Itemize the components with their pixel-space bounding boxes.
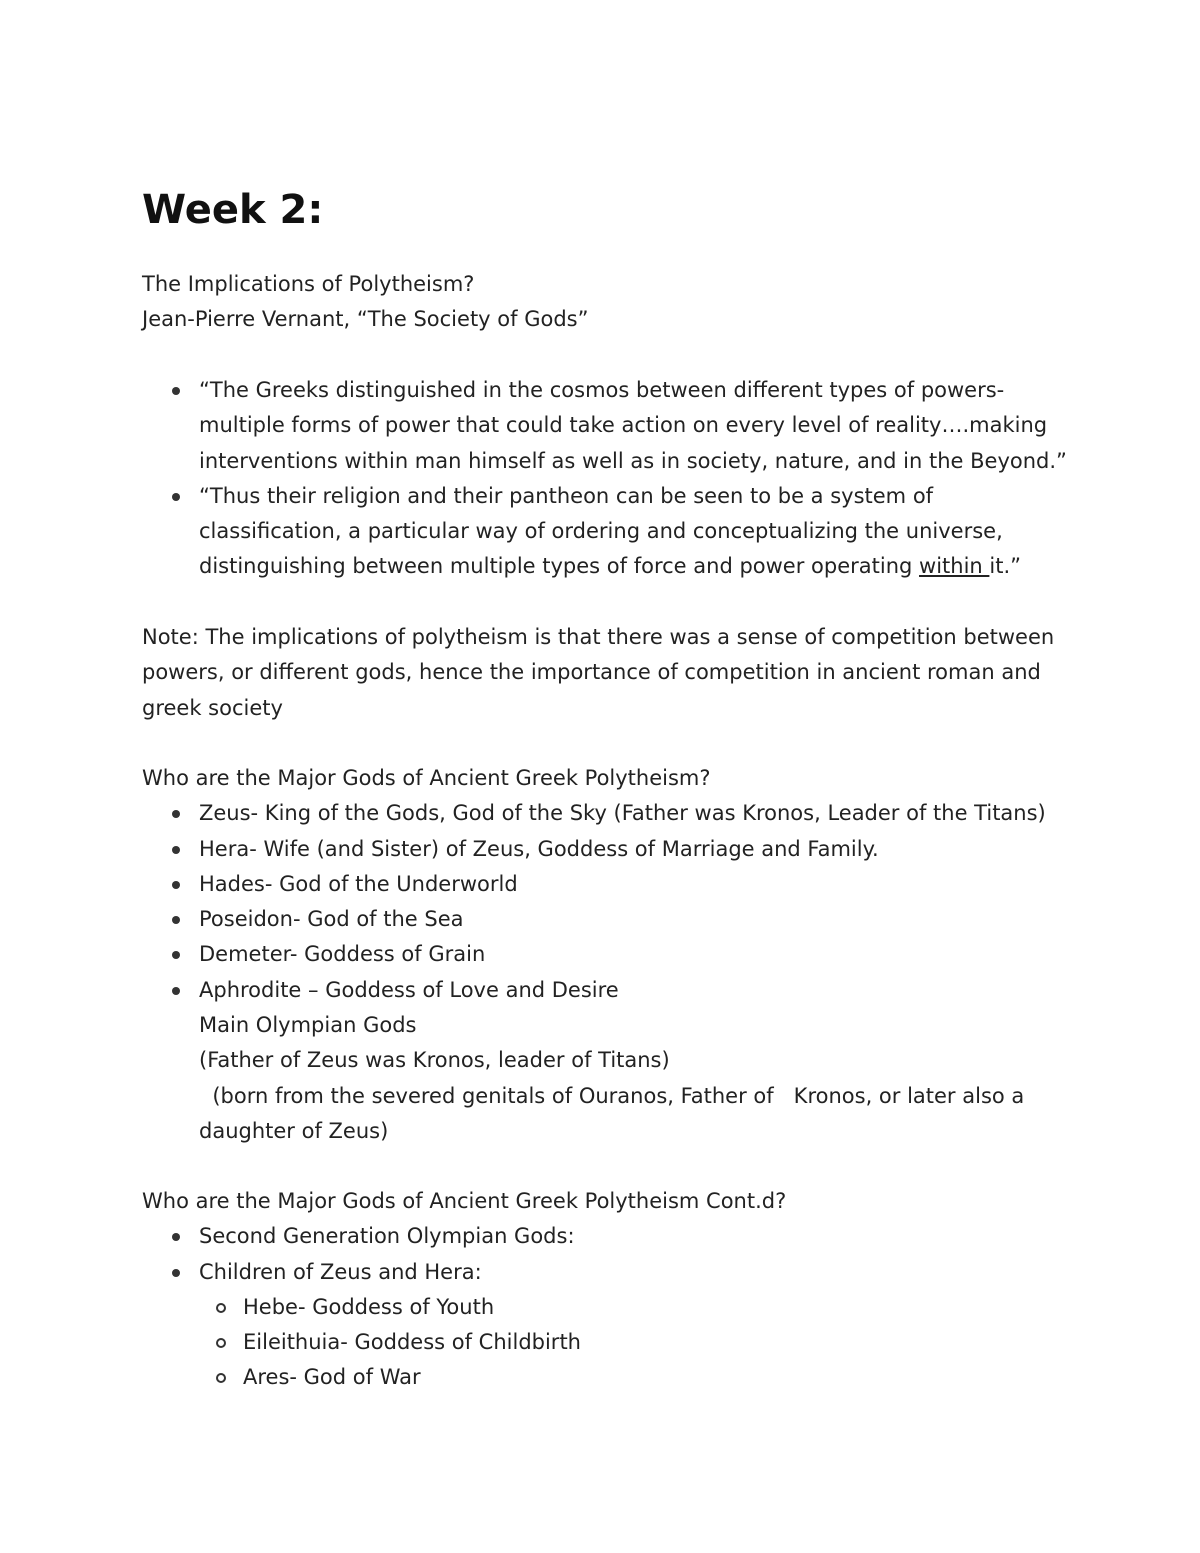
list-item: Aphrodite – Goddess of Love and Desire <box>142 973 1062 1008</box>
list-item: Second Generation Olympian Gods: <box>142 1219 1062 1254</box>
bullet-icon <box>172 916 180 924</box>
section-heading: Who are the Major Gods of Ancient Greek Polytheism? <box>142 766 711 790</box>
note-line: powers, or different gods, hence the importance of competition in ancient roman and <box>142 660 1041 685</box>
quote-line: classification, a particular way of ordering and conceptualizing the universe, <box>199 519 1003 544</box>
bullet-icon <box>172 1269 180 1277</box>
list-item: Poseidon- God of the Sea <box>142 902 1062 937</box>
bullet-icon <box>172 387 180 395</box>
section-major-gods <box>142 761 1062 1149</box>
quote-line <box>199 549 1062 584</box>
note-line: Note: The implications of polytheism is that there was a sense of competition between <box>142 625 1055 649</box>
sub-list-item: Hebe- Goddess of Youth <box>142 1290 1062 1325</box>
source-citation: Jean-Pierre Vernant, “The Society of Gods” <box>142 307 589 332</box>
bullet-icon <box>172 493 180 501</box>
quote-line: interventions within man himself as well as in society, nature, and in the Beyond.” <box>199 448 1067 473</box>
continuation-line: Main Olympian Gods <box>199 1013 417 1038</box>
continuation-line: (Father of Zeus was Kronos, leader of Titans) <box>199 1048 670 1073</box>
continuation-line: daughter of Zeus) <box>199 1118 389 1143</box>
section-heading: The Implications of Polytheism? <box>142 272 475 296</box>
section-major-gods-contd <box>142 1184 1062 1396</box>
list-item <box>142 479 1062 585</box>
page-title: Week 2: <box>142 187 324 233</box>
bullet-icon <box>172 846 180 854</box>
list-item: Demeter- Goddess of Grain <box>142 937 1062 972</box>
section-polytheism <box>142 267 1062 338</box>
note-paragraph <box>142 620 1062 726</box>
quote-line: multiple forms of power that could take action on every level of reality….making <box>199 413 1048 438</box>
quote-line: “The Greeks distinguished in the cosmos between different types of powers- <box>199 378 1005 402</box>
quote-list <box>142 373 1067 585</box>
sub-list-item: Eileithuia- Goddess of Childbirth <box>142 1325 1062 1360</box>
continuation-line: (born from the severed genitals of Ouranos, Father of Kronos, or later also a <box>199 1083 1025 1108</box>
circle-bullet-icon <box>216 1303 226 1313</box>
underlined-text: within <box>919 554 990 579</box>
list-item: Children of Zeus and Hera: <box>142 1255 1062 1290</box>
circle-bullet-icon <box>216 1373 226 1383</box>
bullet-icon <box>172 987 180 995</box>
quote-text: it.” <box>989 554 1022 579</box>
quote-text: distinguishing between multiple types of force and power operating <box>199 554 920 579</box>
bullet-icon <box>172 881 180 889</box>
circle-bullet-icon <box>216 1338 226 1348</box>
list-item: Zeus- King of the Gods, God of the Sky (Father was Kronos, Leader of the Titans) <box>142 796 1062 831</box>
bullet-icon <box>172 951 180 959</box>
quote-line: “Thus their religion and their pantheon can be seen to be a system of <box>199 483 934 508</box>
section-heading: Who are the Major Gods of Ancient Greek Polytheism Cont.d? <box>142 1189 787 1213</box>
list-item: Hera- Wife (and Sister) of Zeus, Goddess of Marriage and Family. <box>142 832 1062 867</box>
list-item: Hades- God of the Underworld <box>142 867 1062 902</box>
list-item <box>142 373 1067 479</box>
bullet-icon <box>172 1233 180 1241</box>
note-line: greek society <box>142 695 283 720</box>
sub-list-item: Ares- God of War <box>142 1360 1062 1395</box>
bullet-icon <box>172 810 180 818</box>
